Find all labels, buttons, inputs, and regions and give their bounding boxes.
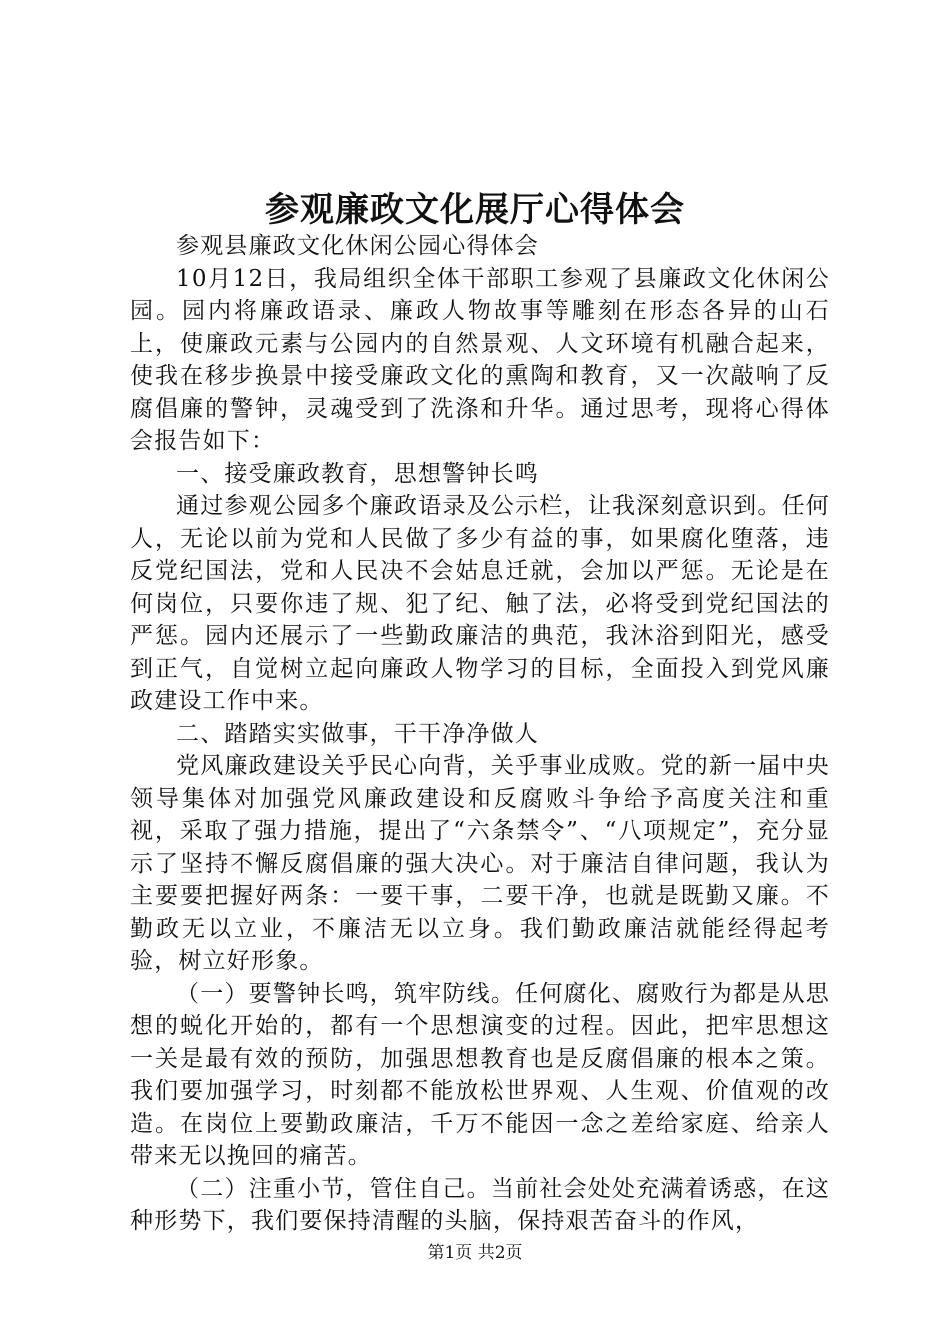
section-heading: 二、踏踏实实做事，干干净净做人 xyxy=(176,720,539,747)
section-heading: 一、接受廉政教育，思想警钟长鸣 xyxy=(176,460,539,487)
body-paragraph: 党风廉政建设关乎民心向背，关乎事业成败。党的新一届中央领导集体对加强党风廉政建设和反腐败斗争给予高度关注和重视，采取了强力措施，提出了“六条禁令”、“八项规定”，充分显示了坚持不懈反腐倡廉的强大决心。对于廉洁自律问题，我认为主要要把握好两条：一要干事，二要干净，也就是既勤又廉。不勤政无以立业，不廉洁无以立身。我们勤政廉洁就能经得起考验，树立好形象。 xyxy=(130,753,830,974)
subtitle-paragraph: 参观县廉政文化休闲公园心得体会 xyxy=(176,233,539,259)
document-body xyxy=(130,230,830,1238)
body-paragraph: （二）注重小节，管住自己。当前社会处处充满着诱惑，在这种形势下，我们要保持清醒的头脑，保持艰苦奋斗的作风， xyxy=(130,1175,830,1234)
document-title: 参观廉政文化展厅心得体会 xyxy=(265,190,685,230)
body-paragraph: 通过参观公园多个廉政语录及公示栏，让我深刻意识到。任何人，无论以前为党和人民做了多少有益的事，如果腐化堕落，违反党纪国法，党和人民决不会姑息迁就，会加以严惩。无论是在何岗位，只要你违了规、犯了纪、触了法，必将受到党纪国法的严惩。园内还展示了一些勤政廉洁的典范，我沐浴到阳光，感受到正气，自觉树立起向廉政人物学习的目标，全面投入到党风廉政建设工作中来。 xyxy=(130,493,830,714)
page-number-footer: 第1页 共2页 xyxy=(427,1243,523,1263)
body-paragraph: （一）要警钟长鸣，筑牢防线。任何腐化、腐败行为都是从思想的蜕化开始的，都有一个思想演变的过程。因此，把牢思想这一关是最有效的预防，加强思想教育也是反腐倡廉的根本之策。我们要加强学习，时刻都不能放松世界观、人生观、价值观的改造。在岗位上要勤政廉洁，千万不能因一念之差给家庭、给亲人带来无以挽回的痛苦。 xyxy=(130,980,830,1169)
body-paragraph: 10月12日，我局组织全体干部职工参观了县廉政文化休闲公园。园内将廉政语录、廉政人物故事等雕刻在形态各异的山石上，使廉政元素与公园内的自然景观、人文环境有机融合起来，使我在移步换景中接受廉政文化的熏陶和教育，又一次敲响了反腐倡廉的警钟，灵魂受到了洗涤和升华。通过思考，现将心得体会报告如下： xyxy=(130,265,830,454)
